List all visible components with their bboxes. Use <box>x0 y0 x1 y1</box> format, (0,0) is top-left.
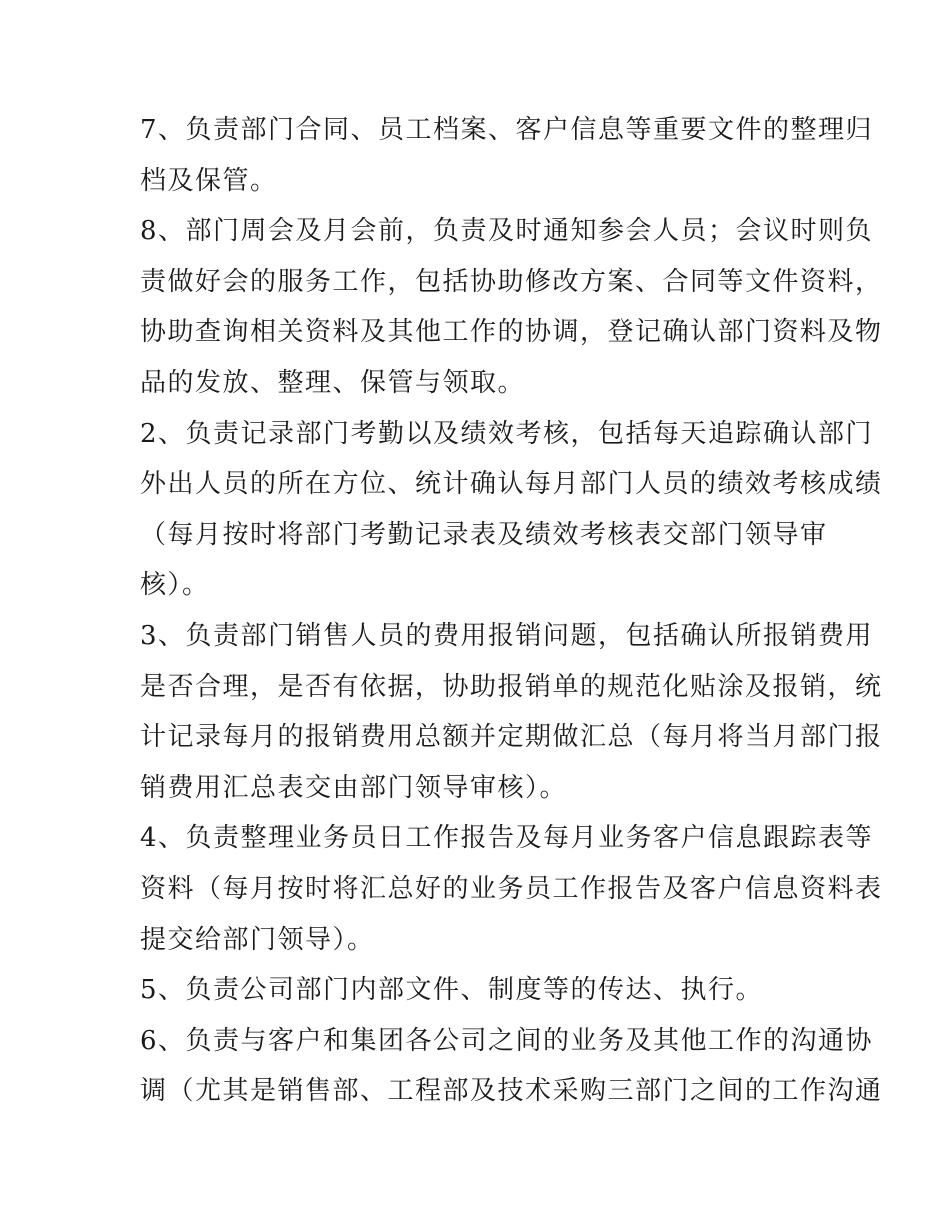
text-line: 档及保管。 <box>140 165 278 196</box>
text-line: 协助查询相关资料及其他工作的协调，登记确认部门资料及物 <box>140 317 883 348</box>
text-line: 销费用汇总表交由部门领导审核）。 <box>140 772 568 803</box>
text-line: 品的发放、整理、保管与领取。 <box>140 367 526 398</box>
paragraph-item-8 <box>140 214 883 416</box>
text-line: 责做好会的服务工作，包括协助修改方案、合同等文件资料， <box>140 266 883 297</box>
text-line: 7、负责部门合同、员工档案、客户信息等重要文件的整理归 <box>140 115 874 145</box>
text-line: 2、负责记录部门考勤以及绩效考核，包括每天追踪确认部门 <box>140 418 874 449</box>
paragraph-item-6 <box>140 1024 883 1125</box>
text-line: 6、负责与客户和集团各公司之间的业务及其他工作的沟通协 <box>140 1025 874 1056</box>
paragraph-item-3 <box>140 619 883 821</box>
text-line: 4、负责整理业务员日工作报告及每月业务客户信息跟踪表等 <box>140 823 874 854</box>
text-line: 调（尤其是销售部、工程部及技术采购三部门之间的工作沟通 <box>140 1076 883 1107</box>
text-line: 5、负责公司部门内部文件、制度等的传达、执行。 <box>140 975 764 1006</box>
document-page <box>140 113 883 1125</box>
paragraph-item-7 <box>140 113 874 214</box>
text-line: （每月按时将部门考勤记录表及绩效考核表交部门领导审 <box>140 519 828 550</box>
paragraph-item-2 <box>140 417 883 619</box>
text-line: 3、负责部门销售人员的费用报销问题，包括确认所报销费用 <box>140 620 874 651</box>
text-line: 8、部门周会及月会前，负责及时通知参会人员；会议时则负 <box>140 216 874 247</box>
text-line: 核）。 <box>140 570 210 601</box>
text-line: 计记录每月的报销费用总额并定期做汇总（每月将当月部门报 <box>140 722 883 753</box>
paragraph-item-4 <box>140 821 883 973</box>
text-line: 是否合理，是否有依据，协助报销单的规范化贴涂及报销，统 <box>140 671 883 702</box>
paragraph-item-5 <box>140 973 840 1024</box>
text-line: 外出人员的所在方位、统计确认每月部门人员的绩效考核成绩 <box>140 469 883 500</box>
text-line: 提交给部门领导）。 <box>140 924 375 955</box>
text-line: 资料（每月按时将汇总好的业务员工作报告及客户信息资料表 <box>140 873 883 904</box>
